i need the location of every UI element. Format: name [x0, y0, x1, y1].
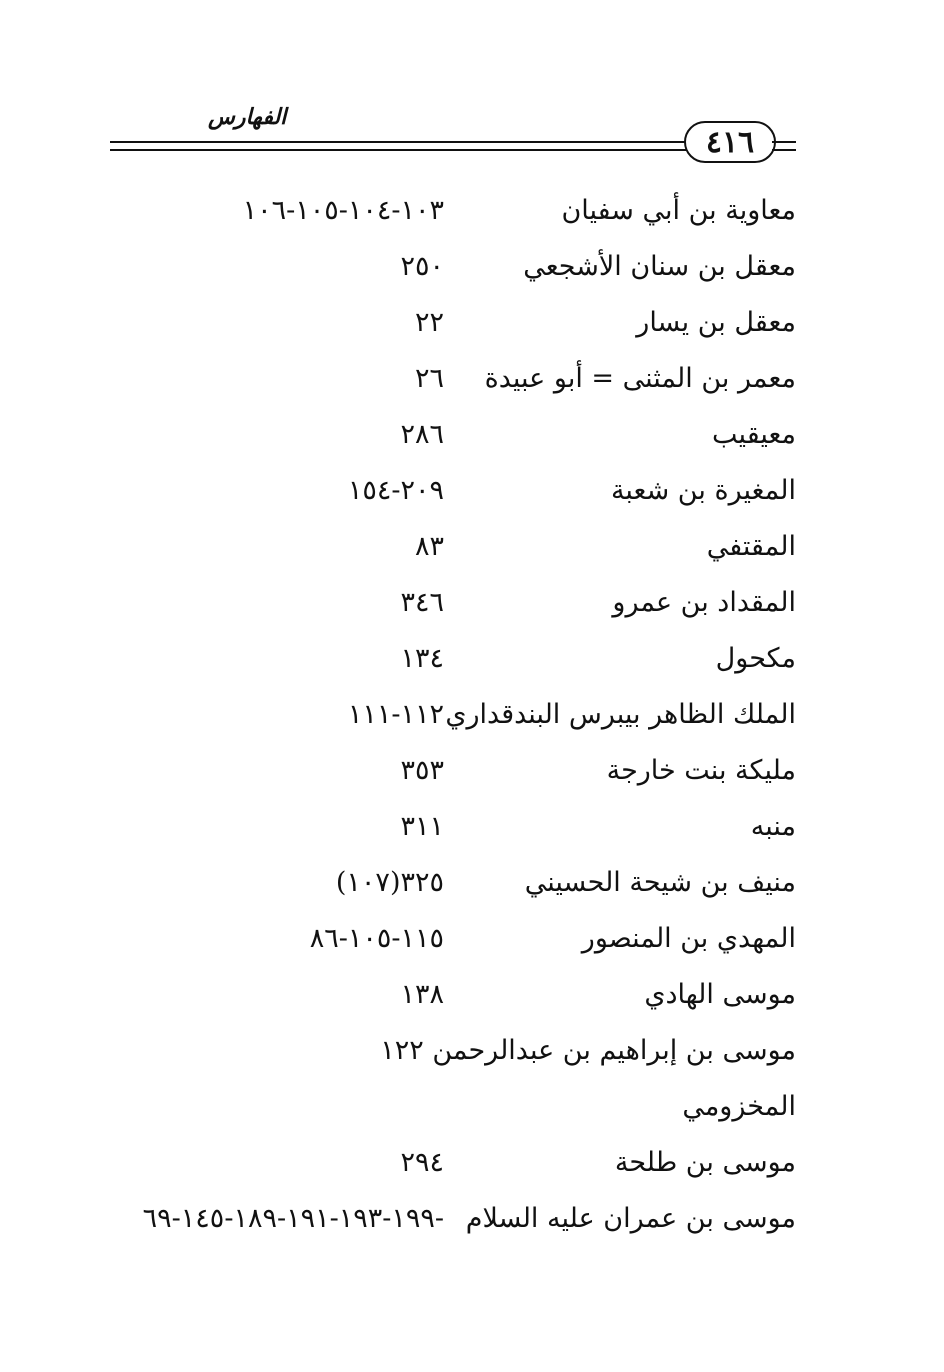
index-entry: [0, 183, 944, 239]
entry-pages: ١١٢-١١١: [347, 699, 444, 730]
entry-pages: ١٩٩-١٩٣-١٩١-١٨٩-١٤٥-٦٩-: [142, 1203, 444, 1234]
entry-pages: ٨٣: [414, 531, 444, 562]
index-entry: [0, 407, 944, 463]
index-entry: [0, 575, 944, 631]
running-title: الفهارس: [208, 104, 287, 130]
index-entry: [0, 967, 944, 1023]
page-header: [0, 0, 944, 170]
entry-pages: ٢٩٤: [400, 1147, 444, 1178]
entry-name: مليكة بنت خارجة: [606, 755, 796, 786]
entry-pages: ٣٥٣: [400, 755, 444, 786]
index-entry: [0, 855, 944, 911]
entry-name: معمر بن المثنى = أبو عبيدة: [484, 363, 796, 394]
entry-name: موسى بن عمران عليه السلام: [465, 1203, 796, 1234]
page-number-badge: ٤١٦: [684, 121, 776, 163]
entry-name: الملك الظاهر بيبرس البندقداري: [445, 699, 796, 730]
entry-pages: ٢٦: [414, 363, 444, 394]
entry-pages: ١٣٤: [400, 643, 444, 674]
index-entry: [0, 295, 944, 351]
index-entry-continuation: [0, 1079, 944, 1135]
entry-pages: ٢٥٠: [400, 251, 444, 282]
header-rule-bottom: [110, 149, 690, 151]
index-entry: [0, 687, 944, 743]
entry-name: موسى بن إبراهيم بن عبدالرحمن ١٢٢: [380, 1035, 796, 1066]
entry-name: مكحول: [715, 643, 796, 674]
entry-name: معقل بن يسار: [636, 307, 796, 338]
entry-name: المخزومي: [682, 1091, 796, 1122]
entry-pages: ٣١١: [400, 811, 444, 842]
index-entry: [0, 911, 944, 967]
index-entry: [0, 799, 944, 855]
entry-name: معيقيب: [712, 419, 796, 450]
entry-pages: ٢٨٦: [400, 419, 444, 450]
entry-name: المهدي بن المنصور: [581, 923, 796, 954]
entry-pages: ١٠٣-١٠٤-١٠٥-١٠٦: [242, 195, 444, 226]
entry-pages: ٣٢٥(١٠٧): [335, 867, 444, 898]
entry-pages: ١٣٨: [400, 979, 444, 1010]
badge-rule-bottom: [772, 149, 796, 151]
index-entry: [0, 1023, 944, 1079]
entry-pages: ٣٤٦: [400, 587, 444, 618]
index-entry: [0, 351, 944, 407]
entry-name: معاوية بن أبي سفيان: [561, 195, 796, 226]
index-entry: [0, 519, 944, 575]
index-entry: [0, 1135, 944, 1191]
badge-rule-top: [772, 141, 796, 143]
index-entry: [0, 631, 944, 687]
entry-pages: ٢٠٩-١٥٤: [347, 475, 444, 506]
entry-name: معقل بن سنان الأشجعي: [523, 251, 796, 282]
entry-name: المقتفي: [706, 531, 796, 562]
index-entry: [0, 239, 944, 295]
index-entry: [0, 463, 944, 519]
header-rule-top: [110, 141, 690, 143]
entry-name: المقداد بن عمرو: [612, 587, 796, 618]
entry-pages: ١١٥-١٠٥-٨٦: [309, 923, 444, 954]
index-entry: [0, 1191, 944, 1247]
entry-pages: ٢٢: [414, 307, 444, 338]
entry-name: المغيرة بن شعبة: [610, 475, 796, 506]
entry-name: منيف بن شيحة الحسيني: [524, 867, 796, 898]
entry-name: منبه: [750, 811, 796, 842]
index-entry: [0, 743, 944, 799]
entry-name: موسى بن طلحة: [614, 1147, 796, 1178]
entry-name: موسى الهادي: [644, 979, 796, 1010]
